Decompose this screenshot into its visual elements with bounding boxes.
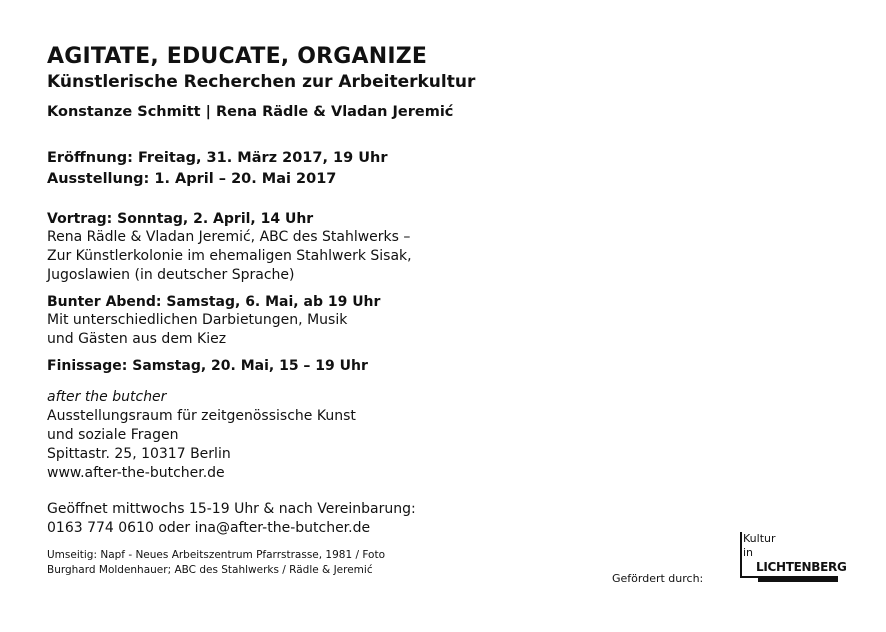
event-heading: Bunter Abend: Samstag, 6. Mai, ab 19 Uhr (47, 294, 381, 310)
logo-text: in (743, 546, 754, 559)
contact-line: 0163 774 0610 oder ina@after-the-butcher.de (47, 520, 371, 536)
event-description (47, 228, 847, 285)
event-talk (47, 210, 847, 285)
event-line: Rena Rädle & Vladan Jeremić, ABC des Stahlwerks – (47, 229, 411, 245)
venue-address: Spittastr. 25, 10317 Berlin (47, 446, 231, 462)
opening-date: Eröffnung: Freitag, 31. März 2017, 19 Uhr (47, 150, 388, 166)
event-line: und Gästen aus dem Kiez (47, 331, 227, 347)
event-finissage (47, 357, 847, 375)
event-line: Zur Künstlerkolonie im ehemaligen Stahlwerk Sisak, (47, 248, 412, 264)
venue-name: after the butcher (47, 389, 167, 405)
event-line: Mit unterschiedlichen Darbietungen, Musik (47, 312, 348, 328)
logo-text: LICHTENBERG (756, 560, 847, 574)
photo-credit (47, 548, 847, 578)
event-heading: Vortrag: Sonntag, 2. April, 14 Uhr (47, 211, 314, 227)
event-heading: Finissage: Samstag, 20. Mai, 15 – 19 Uhr (47, 358, 368, 374)
artist-names: Konstanze Schmitt | Rena Rädle & Vladan Jeremić (47, 104, 454, 120)
event-line: Jugoslawien (in deutscher Sprache) (47, 267, 295, 283)
venue-description: und soziale Fragen (47, 427, 179, 443)
credit-line: Burghard Moldenhauer; ABC des Stahlwerks / Rädle & Jeremić (47, 564, 373, 576)
postcard-back (47, 44, 847, 578)
funding-label: Gefördert durch: (612, 572, 704, 585)
opening-hours (47, 500, 847, 538)
event-evening (47, 293, 847, 349)
exhibition-title: AGITATE, EDUCATE, ORGANIZE (47, 44, 428, 69)
venue-block (47, 388, 847, 483)
kultur-in-lichtenberg-logo (740, 532, 847, 584)
exhibition-dates: Ausstellung: 1. April – 20. Mai 2017 (47, 171, 337, 187)
date-block (47, 148, 847, 190)
venue-website: www.after-the-butcher.de (47, 465, 225, 481)
event-list (47, 210, 847, 375)
event-description (47, 311, 847, 349)
credit-line: Umseitig: Napf - Neues Arbeitszentrum Pfarrstrasse, 1981 / Foto (47, 549, 385, 561)
hours-line: Geöffnet mittwochs 15-19 Uhr & nach Vereinbarung: (47, 501, 416, 517)
logo-text: Kultur (743, 532, 776, 545)
venue-description: Ausstellungsraum für zeitgenössische Kunst (47, 408, 356, 424)
logo-underline (758, 576, 838, 582)
exhibition-subtitle: Künstlerische Recherchen zur Arbeiterkultur (47, 72, 476, 92)
